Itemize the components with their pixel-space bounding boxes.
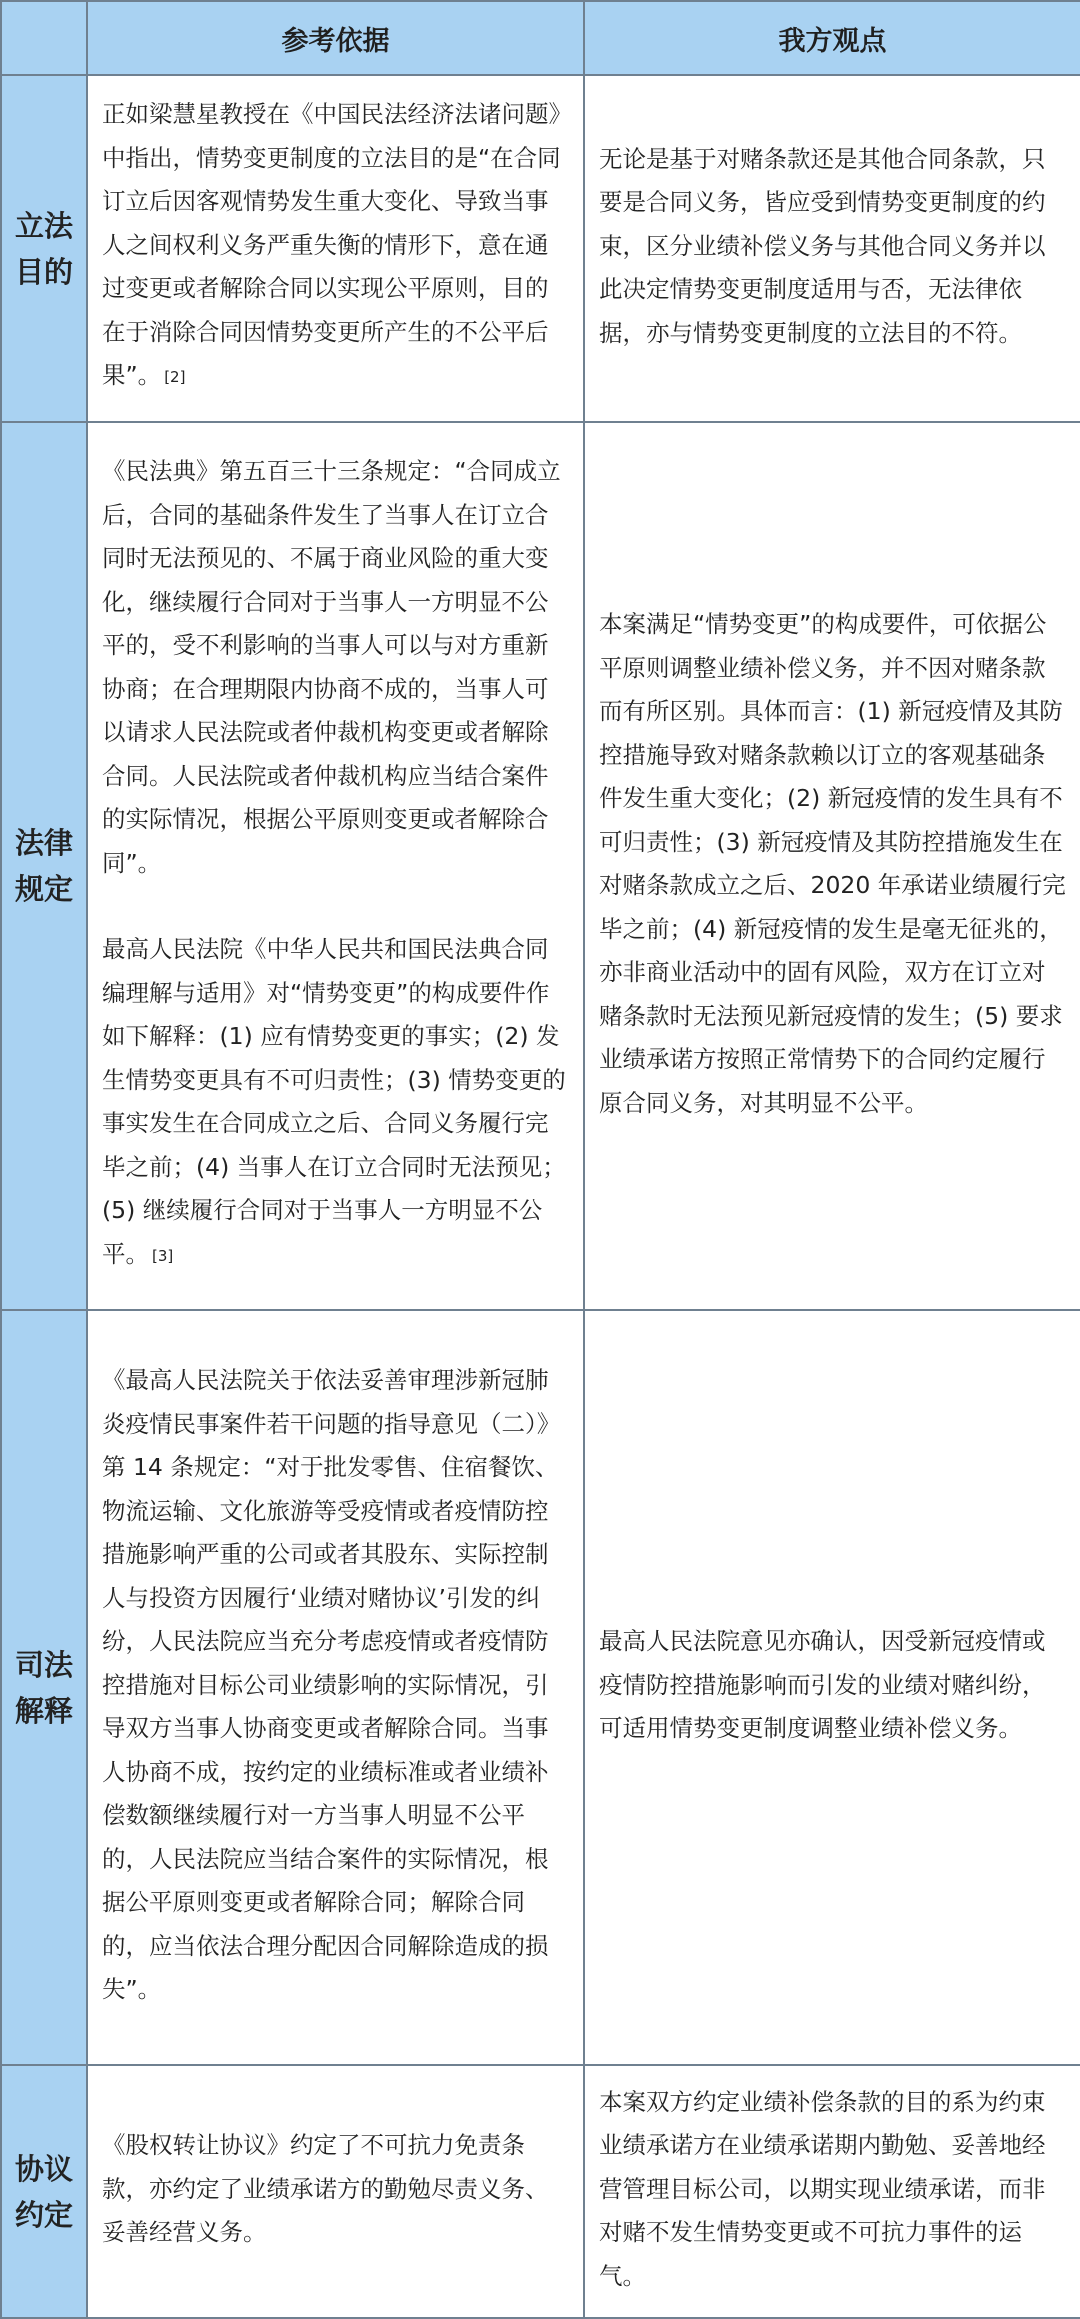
basis-cell [87,1310,584,2065]
view-paragraph: 最高人民法院意见亦确认，因受新冠疫情或疫情防控措施影响而引发的业绩对赌纠纷，可适用情势变更制度调整业绩补偿义务。 [599,1627,1046,1743]
basis-paragraph: 《最高人民法院关于依法妥善审理涉新冠肺炎疫情民事案件若干问题的指导意见（二）》第 14 条规定：“对于批发零售、住宿餐饮、物流运输、文化旅游等受疫情或者疫情防控措施影响严重的公司或者其股东、实际控制人与投资方因履行‘业绩对赌协议’引发的纠纷，人民法院应当充分考虑疫情或者疫情防控措施对目标公司业绩影响的实际情况，引导双方当事人协商变更或者解除合同。当事人协商不成，按约定的业绩标准或者业绩补偿数额继续履行对一方当事人明显不公平的，人民法院应当结合案件的实际情况，根据公平原则变更或者解除合同；解除合同的，应当依法合理分配因合同解除造成的损失”。 [102,1366,561,2004]
citation-ref: [3] [152,1246,174,1265]
view-paragraph: 本案双方约定业绩补偿条款的目的系为约束业绩承诺方在业绩承诺期内勤勉、妥善地经营管理目标公司，以期实现业绩承诺，而非对赌不发生情势变更或不可抗力事件的运气。 [599,2087,1046,2290]
basis-paragraph: 《股权转让协议》约定了不可抗力免责条款，亦约定了业绩承诺方的勤勉尽责义务、妥善经营义务。 [102,2131,549,2247]
table-row [1,422,1080,1310]
row-label-agreement: 协议约定 [1,2065,87,2318]
view-paragraph: 无论是基于对赌条款还是其他合同条款，只要是合同义务，皆应受到情势变更制度的约束，区分业绩补偿义务与其他合同义务并以此决定情势变更制度适用与否，无法律依据，亦与情势变更制度的立法目的不符。 [599,144,1046,347]
table-header-row [1,1,1080,75]
view-cell [584,2065,1080,2318]
citation-ref: [2] [164,368,186,387]
view-cell [584,1310,1080,2065]
basis-paragraph: 《民法典》第五百三十三条规定：“合同成立后，合同的基础条件发生了当事人在订立合同时无法预见的、不属于商业风险的重大变化，继续履行合同对于当事人一方明显不公平的，受不利影响的当事人可以与对方重新协商；在合理期限内协商不成的，当事人可以请求人民法院或者仲裁机构变更或者解除合同。人民法院或者仲裁机构应当结合案件的实际情况，根据公平原则变更或者解除合同”。 [102,457,561,877]
table-row [1,75,1080,422]
header-basis: 参考依据 [87,1,584,75]
basis-cell [87,422,584,1310]
basis-paragraph: 最高人民法院《中华人民共和国民法典合同编理解与适用》对“情势变更”的构成要件作如下解释：(1) 应有情势变更的事实；(2) 发生情势变更具有不可归责性；(3) 情势变更的事实发生在合同成立之后、合同义务履行完毕之前；(4) 当事人在订立合同时无法预见；(5) 继续履行合同对于当事人一方明显不公平。 [3] [102,935,566,1268]
basis-paragraph: 正如梁慧星教授在《中国民法经济法诸问题》中指出，情势变更制度的立法目的是“在合同订立后因客观情势发生重大变化、导致当事人之间权利义务严重失衡的情形下，意在通过变更或者解除合同以实现公平原则，目的在于消除合同因情势变更所产生的不公平后果”。 [2] [102,100,561,390]
corner-cell [1,1,87,75]
row-label-judicial-interpretation: 司法解释 [1,1310,87,2065]
basis-cell [87,75,584,422]
basis-cell [87,2065,584,2318]
row-label-legal-provisions: 法律规定 [1,422,87,1310]
row-label-legislative-purpose: 立法目的 [1,75,87,422]
view-cell [584,422,1080,1310]
table-row [1,1310,1080,2065]
table-row [1,2065,1080,2318]
view-cell [584,75,1080,422]
view-paragraph: 本案满足“情势变更”的构成要件，可依据公平原则调整业绩补偿义务，并不因对赌条款而有所区别。具体而言：(1) 新冠疫情及其防控措施导致对赌条款赖以订立的客观基础条件发生重大变化；(2) 新冠疫情的发生具有不可归责性；(3) 新冠疫情及其防控措施发生在对赌条款成立之后、2020 年承诺业绩履行完毕之前；(4) 新冠疫情的发生是毫无征兆的，亦非商业活动中的固有风险，双方在订立对赌条款时无法预见新冠疫情的发生；(5) 要求业绩承诺方按照正常情势下的合同约定履行原合同义务，对其明显不公平。 [599,610,1066,1117]
header-view: 我方观点 [584,1,1080,75]
